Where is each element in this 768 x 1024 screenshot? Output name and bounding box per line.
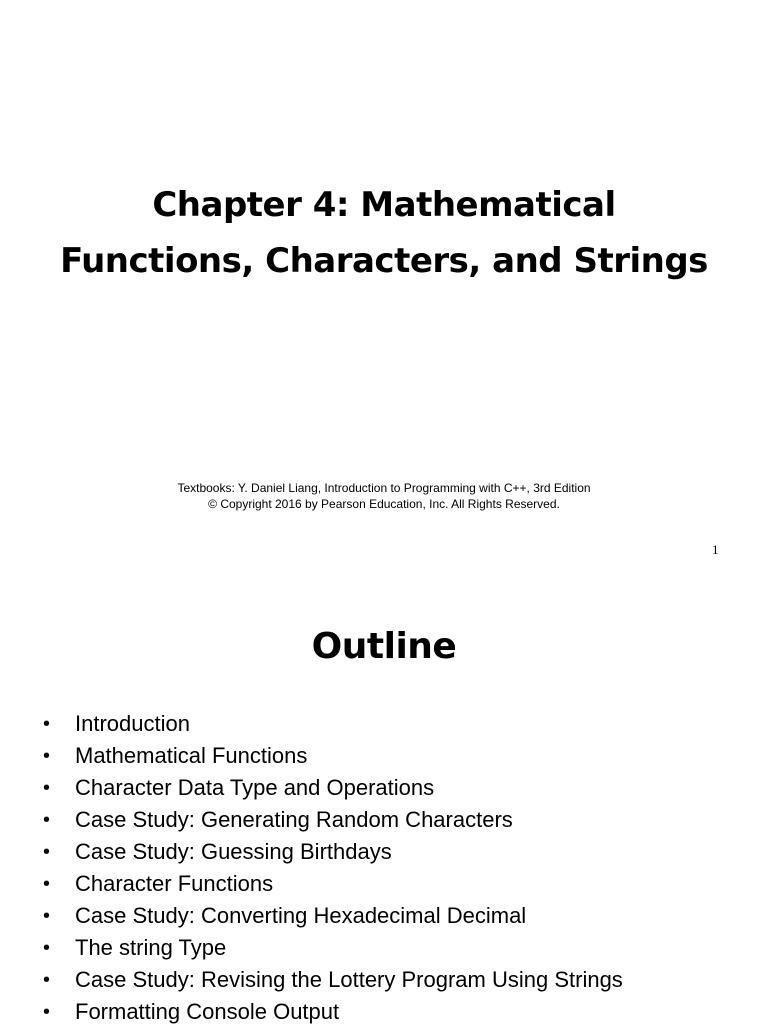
list-item-text: The string Type [75, 935, 227, 960]
bullet-icon: • [43, 809, 51, 831]
copyright-notice: © Copyright 2016 by Pearson Education, Inc. All Rights Reserved. [208, 497, 560, 511]
bullet-icon: • [43, 841, 51, 863]
chapter-title-line-1: Chapter 4: Mathematical [152, 185, 616, 225]
list-item-text: Introduction [75, 711, 190, 736]
list-item-text: Case Study: Converting Hexadecimal Decimal [75, 903, 527, 928]
list-item [0, 740, 768, 772]
textbook-credit: Textbooks: Y. Daniel Liang, Introduction to Programming with C++, 3rd Edition [177, 481, 591, 495]
list-item-text: Character Data Type and Operations [75, 775, 435, 800]
bullet-icon: • [43, 1001, 51, 1023]
list-item [0, 996, 768, 1024]
list-item-text: Mathematical Functions [75, 743, 308, 768]
outline-list [0, 708, 768, 1024]
list-item [0, 932, 768, 964]
bullet-icon: • [43, 905, 51, 927]
list-item [0, 964, 768, 996]
list-item-text: Case Study: Generating Random Characters [75, 807, 513, 832]
list-item-text: Character Functions [75, 871, 274, 896]
outline-title: Outline [311, 626, 457, 667]
bullet-icon: • [43, 969, 51, 991]
outline-slide [0, 576, 768, 1024]
bullet-icon: • [43, 873, 51, 895]
list-item-text: Case Study: Revising the Lottery Program Using Strings [75, 967, 623, 992]
list-item [0, 708, 768, 740]
list-item [0, 772, 768, 804]
bullet-icon: • [43, 937, 51, 959]
bullet-icon: • [43, 777, 51, 799]
bullet-icon: • [43, 745, 51, 767]
list-item [0, 868, 768, 900]
list-item-text: Case Study: Guessing Birthdays [75, 839, 392, 864]
chapter-title-line-2: Functions, Characters, and Strings [60, 241, 708, 281]
bullet-icon: • [43, 713, 51, 735]
page-number: 1 [712, 542, 719, 557]
list-item [0, 804, 768, 836]
list-item [0, 836, 768, 868]
list-item [0, 900, 768, 932]
list-item-text: Formatting Console Output [75, 999, 340, 1024]
